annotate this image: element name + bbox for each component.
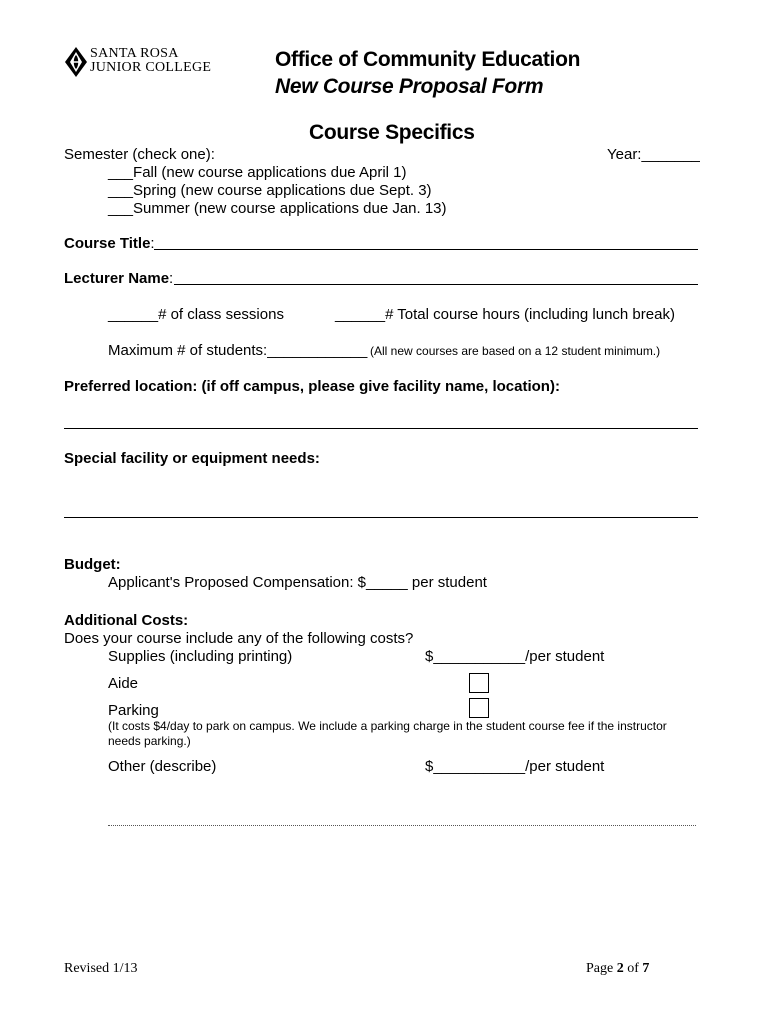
max-students-label: Maximum # of students: xyxy=(108,342,268,359)
student-minimum-note: (All new courses are based on a 12 student minimum.) xyxy=(370,344,661,358)
special-needs-field[interactable] xyxy=(64,517,698,518)
compensation-label: Applicant's Proposed Compensation: $ xyxy=(108,574,367,591)
semester-option-blank[interactable]: ___ xyxy=(108,164,134,181)
total-hours-field[interactable] xyxy=(335,306,675,323)
parking-note-line-2: needs parking.) xyxy=(108,734,191,748)
other-costs-label: Other (describe) xyxy=(108,758,217,775)
special-needs-label: Special facility or equipment needs: xyxy=(64,450,320,467)
compensation-field[interactable] xyxy=(108,574,487,591)
college-logo xyxy=(64,46,214,80)
class-sessions-blank[interactable]: ______ xyxy=(108,306,159,323)
year-blank[interactable]: _______ xyxy=(641,146,700,163)
preferred-location-field[interactable] xyxy=(64,428,698,429)
page-number: Page 2 of 7 xyxy=(586,961,650,976)
max-students-blank[interactable]: ____________ xyxy=(267,342,368,359)
section-title: Course Specifics xyxy=(309,121,475,144)
lecturer-name-label: Lecturer Name: xyxy=(64,270,174,287)
semester-option-summer[interactable] xyxy=(108,200,447,217)
semester-option-fall[interactable] xyxy=(108,164,407,181)
semester-option-text: Summer (new course applications due Jan. 13) xyxy=(133,200,447,217)
year-field[interactable] xyxy=(607,146,700,163)
lecturer-name-field[interactable] xyxy=(174,284,698,285)
semester-option-blank[interactable]: ___ xyxy=(108,200,134,217)
supplies-amount-field[interactable]: $___________/per student xyxy=(425,648,605,665)
compensation-blank[interactable]: _____ xyxy=(366,574,408,591)
parking-label: Parking xyxy=(108,702,159,719)
semester-label: Semester (check one): xyxy=(64,146,215,163)
page-title: Office of Community Education xyxy=(275,48,581,71)
logo-line-2: JUNIOR COLLEGE xyxy=(90,60,212,75)
course-title-label: Course Title: xyxy=(64,235,155,252)
max-students-field[interactable] xyxy=(108,342,367,359)
semester-option-text: Spring (new course applications due Sept. 3) xyxy=(133,182,432,199)
parking-checkbox[interactable] xyxy=(469,698,489,718)
other-description-field[interactable] xyxy=(108,825,696,826)
other-amount-field[interactable]: $___________/per student xyxy=(425,758,605,775)
revised-date: Revised 1/13 xyxy=(64,961,138,976)
aide-label: Aide xyxy=(108,675,139,692)
semester-option-text: Fall (new course applications due April 1) xyxy=(133,164,407,181)
additional-costs-heading: Additional Costs: xyxy=(64,612,189,629)
budget-heading: Budget: xyxy=(64,556,121,573)
class-sessions-label: # of class sessions xyxy=(158,306,284,323)
year-label: Year: xyxy=(607,146,642,163)
aide-checkbox[interactable] xyxy=(469,673,489,693)
preferred-location-label: Preferred location: (if off campus, please give facility name, location): xyxy=(64,378,560,395)
supplies-label: Supplies (including printing) xyxy=(108,648,293,665)
costs-question: Does your course include any of the following costs? xyxy=(64,630,414,647)
class-sessions-field[interactable] xyxy=(108,306,284,323)
semester-option-spring[interactable] xyxy=(108,182,432,199)
form-subtitle: New Course Proposal Form xyxy=(275,75,544,98)
parking-note-line-1: (It costs $4/day to park on campus. We include a parking charge in the student course fee if the instructor xyxy=(108,719,667,733)
total-hours-blank[interactable]: ______ xyxy=(335,306,386,323)
total-hours-label: # Total course hours (including lunch break) xyxy=(385,306,675,323)
course-title-field[interactable] xyxy=(154,249,698,250)
semester-option-blank[interactable]: ___ xyxy=(108,182,134,199)
college-emblem-icon xyxy=(64,46,88,78)
logo-line-1: SANTA ROSA xyxy=(90,46,179,61)
per-student-label: per student xyxy=(407,574,487,591)
